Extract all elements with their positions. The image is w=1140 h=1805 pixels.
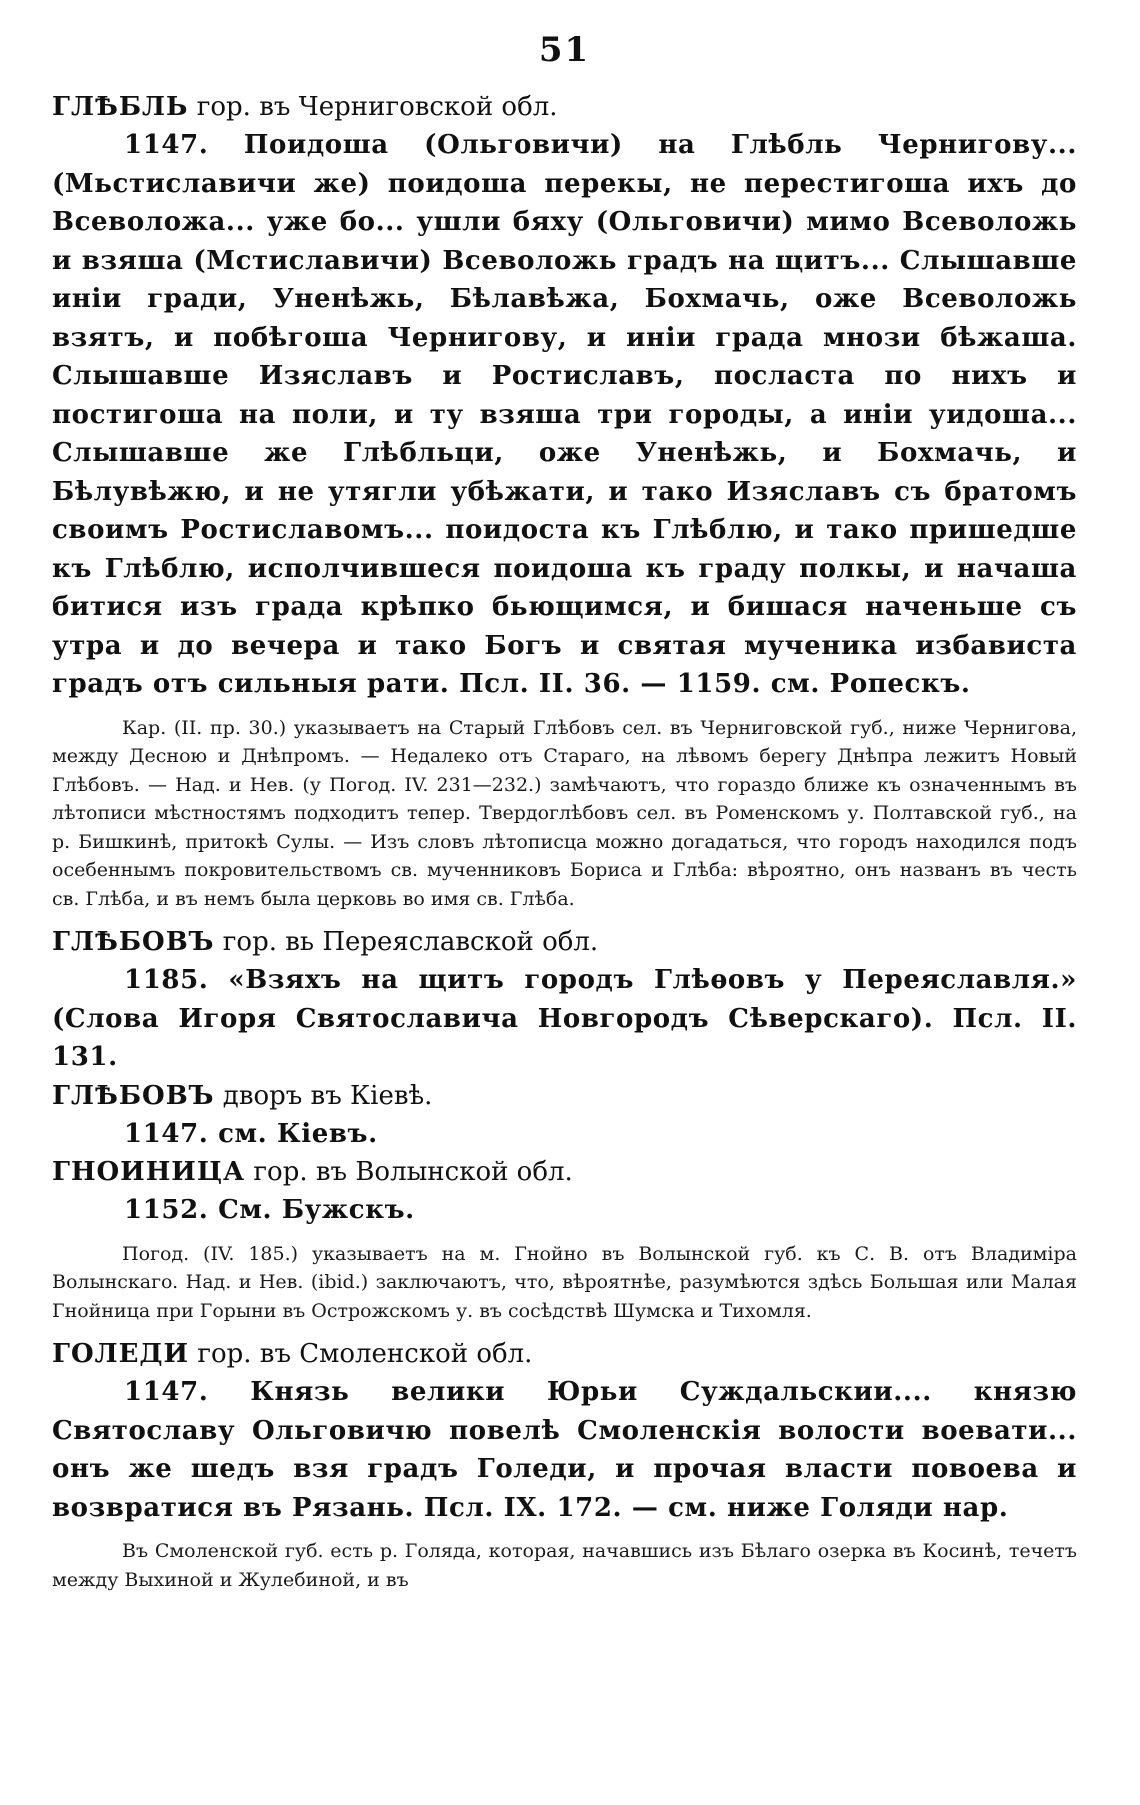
entry-heading <box>52 923 1077 961</box>
headword-description: дворъ въ Кіевѣ. <box>214 1080 433 1111</box>
headword: ГЛѢБОВЪ <box>52 927 215 957</box>
headword: ГЛѢБЛЬ <box>52 92 189 122</box>
entry-gnoinitsa <box>52 1153 1077 1325</box>
entry-heading <box>52 88 1077 126</box>
chronicle-text: 1152. См. Бужскъ. <box>124 1195 415 1225</box>
headword: ГОЛЕДИ <box>52 1339 190 1369</box>
entry-heading <box>52 1153 1077 1191</box>
headword-description: гор. въ Смоленской обл. <box>189 1339 533 1369</box>
commentary-note: Кар. (II. пр. 30.) указываетъ на Старый Глѣбовъ сел. въ Черниговской губ., ниже Чернигова, между Десною и Днѣпромъ. — Недалеко отъ Стараго, на лѣвомъ берегу Днѣпра лежитъ Новый Глѣбовъ. — Над. и Нев. (у Погод. IV. 231—232.) замѣчаютъ, что гораздо ближе къ означеннымъ въ лѣтописи мѣстностямъ подходитъ тепер. Твердоглѣбовъ сел. въ Роменскомъ у. Полтавской губ., на р. Бишкинѣ, притокѣ Сулы. — Изъ словъ лѣтописца можно догадаться, что городъ находился подъ осебеннымъ покровительствомъ св. мученниковъ Бориса и Глѣба: вѣроятно, онъ названъ въ честь св. Глѣба, и въ немъ была церковь во имя св. Глѣба. <box>52 716 1077 910</box>
chronicle-text: 1147. Князь велики Юрьи Суждальскии.... князю Святославу Ольговичю повелѣ Смоленскія волости воевати... онъ же шедъ взя градъ Голеди, и прочая власти повоева и возвратися въ Рязань. Псл. IX. 172. — см. ниже Голяди нар. <box>52 1377 1077 1523</box>
page-number: 51 <box>538 30 591 70</box>
document-page <box>52 30 1077 1604</box>
entry-glebov-court <box>52 1077 1077 1154</box>
commentary-note: Въ Смоленской губ. есть р. Голяда, которая, начавшись изъ Бѣлаго озерка въ Косинѣ, течетъ между Выхиной и Жулебиной, и въ <box>52 1540 1077 1591</box>
entry-glebov-town <box>52 923 1077 1077</box>
entry-goledi <box>52 1335 1077 1594</box>
entry-glebl <box>52 88 1077 913</box>
entry-heading <box>52 1077 1077 1115</box>
headword: ГНОИНИЦА <box>52 1157 246 1187</box>
headword-description: гор. вь Переяславской обл. <box>214 927 599 957</box>
chronicle-text: 1147. Поидоша (Ольговичи) на Глѣбль Чернигову... (Мьстиславичи же) поидоша перекы, не перестигоша ихъ до Всеволожа... уже бо... ушли бяху (Ольговичи) мимо Всеволожь и взяша (Мстиславичи) Всеволожь градъ на щитъ... Слышавше иніи гради, Уненѣжь, Бѣлавѣжа, Бохмачь, оже Всеволожь взятъ, и побѣгоша Чернигову, и иніи града мнози бѣжаша. Слышавше Изяславъ и Ростиславъ, посласта по нихъ и постигоша на поли, и ту взяша три городы, а иніи уидоша... Слышавше же Глѣбльци, оже Уненѣжь, и Бохмачь, и Бѣлувѣжю, и не утягли убѣжати, и тако Изяславъ съ братомъ своимъ Ростиславомъ... поидоста къ Глѣблю, и тако пришедше къ Глѣблю, исполчившеся поидоша къ граду полкы, и начаша битися изъ града крѣпко бьющимся, и бишася наченьше съ утра и до вечера и тако Богъ и святая мученика избависта градъ отъ сильныя рати. Псл. II. 36. — 1159. см. Ропескъ. <box>52 130 1077 699</box>
headword-description: гор. въ Волынской обл. <box>245 1157 573 1187</box>
entry-heading <box>52 1335 1077 1373</box>
chronicle-text: 1147. см. Кіевъ. <box>124 1118 378 1149</box>
chronicle-text: 1185. «Взяхъ на щитъ городъ Глѣѳовъ у Переяславля.» (Слова Игоря Святославича Новгородъ Сѣверскаго). Псл. II. 131. <box>52 965 1077 1072</box>
headword: ГЛѢБОВЪ <box>52 1080 215 1111</box>
commentary-note: Погод. (IV. 185.) указываетъ на м. Гнойно въ Волынской губ. къ С. В. отъ Владиміра Волынскагo. Над. и Нев. (ibid.) заключаютъ, что, вѣроятнѣе, разумѣются здѣсь Большая или Малая Гнойница при Горыни въ Острожскомъ у. въ сосѣдствѣ Шумска и Тихомля. <box>52 1242 1077 1322</box>
headword-description: гор. въ Черниговской обл. <box>188 92 558 122</box>
